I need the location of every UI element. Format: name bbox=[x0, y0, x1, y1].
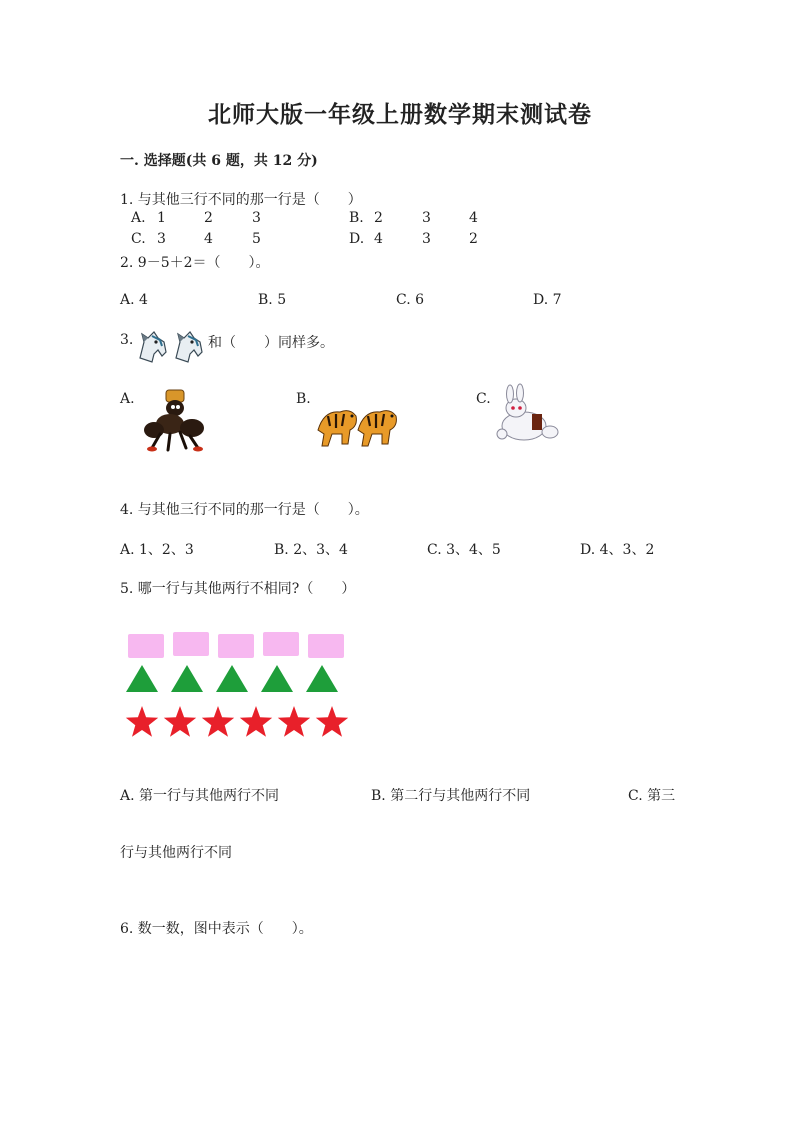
q5-option-c-continued: 行与其他两行不同 bbox=[120, 845, 232, 861]
stars-row bbox=[124, 706, 350, 740]
rabbits-image bbox=[494, 384, 564, 450]
green-triangle bbox=[126, 665, 158, 692]
red-star bbox=[126, 706, 158, 737]
q5-option-a: A. 第一行与其他两行不同 bbox=[120, 788, 280, 804]
green-triangle bbox=[261, 665, 293, 692]
q1-option-b-value: 3 bbox=[422, 210, 431, 226]
q3-option-c: C. bbox=[476, 391, 491, 407]
q1-option-a-value: 3 bbox=[252, 210, 261, 226]
question-2-stem: 2. 9－5＋2＝（ ）。 bbox=[120, 255, 270, 271]
q5-option-c: C. 第三 bbox=[628, 788, 676, 804]
q2-option-a: A. 4 bbox=[120, 292, 148, 308]
q1-option-d-value: 4 bbox=[374, 231, 383, 247]
q4-option-c: C. 3、4、5 bbox=[427, 542, 501, 558]
horse-heads-image bbox=[134, 328, 206, 364]
q2-option-c: C. 6 bbox=[396, 292, 425, 308]
red-star bbox=[202, 706, 234, 737]
q1-option-b-letter: B. bbox=[349, 210, 364, 226]
pink-square bbox=[263, 632, 299, 656]
green-triangle bbox=[306, 665, 338, 692]
q1-option-a-value: 1 bbox=[157, 210, 166, 226]
q1-option-c-value: 5 bbox=[252, 231, 261, 247]
pink-square bbox=[128, 634, 164, 658]
red-star bbox=[164, 706, 196, 737]
ants-image bbox=[140, 386, 210, 456]
page-title: 北师大版一年级上册数学期末测试卷 bbox=[208, 101, 592, 128]
question-4-stem: 4. 与其他三行不同的那一行是（ ）。 bbox=[120, 502, 369, 518]
pink-square bbox=[308, 634, 344, 658]
section-heading: 一. 选择题(共 6 题，共 12 分) bbox=[120, 153, 318, 169]
shapes-figure bbox=[124, 628, 350, 744]
q3-option-a: A. bbox=[120, 391, 135, 407]
question-5-stem: 5. 哪一行与其他两行不相同?（ ） bbox=[120, 581, 356, 597]
red-star bbox=[316, 706, 348, 737]
q2-option-b: B. 5 bbox=[258, 292, 287, 308]
triangles-row bbox=[124, 662, 350, 696]
q4-option-b: B. 2、3、4 bbox=[274, 542, 348, 558]
q1-option-d-letter: D. bbox=[349, 231, 365, 247]
q1-option-c-value: 4 bbox=[204, 231, 213, 247]
question-3-number: 3. bbox=[120, 332, 134, 348]
q1-option-a-letter: A. bbox=[131, 210, 146, 226]
pink-square bbox=[218, 634, 254, 658]
q2-option-d: D. 7 bbox=[533, 292, 562, 308]
q4-option-a: A. 1、2、3 bbox=[120, 542, 194, 558]
q4-option-d: D. 4、3、2 bbox=[580, 542, 655, 558]
q1-option-c-value: 3 bbox=[157, 231, 166, 247]
green-triangle bbox=[216, 665, 248, 692]
q5-option-b: B. 第二行与其他两行不同 bbox=[371, 788, 531, 804]
q1-option-a-value: 2 bbox=[204, 210, 213, 226]
red-star bbox=[278, 706, 310, 737]
green-triangle bbox=[171, 665, 203, 692]
question-1-stem: 1. 与其他三行不同的那一行是（ ） bbox=[120, 192, 362, 208]
q1-option-b-value: 2 bbox=[374, 210, 383, 226]
red-star bbox=[240, 706, 272, 737]
q1-option-d-value: 2 bbox=[469, 231, 478, 247]
q1-option-c-letter: C. bbox=[131, 231, 146, 247]
question-3-stem-rest: 和（ ）同样多。 bbox=[208, 335, 334, 351]
question-6-stem: 6. 数一数，图中表示（ ）。 bbox=[120, 921, 313, 937]
q1-option-d-value: 3 bbox=[422, 231, 431, 247]
q1-option-b-value: 4 bbox=[469, 210, 478, 226]
squares-row bbox=[128, 632, 350, 658]
q3-option-b: B. bbox=[296, 391, 311, 407]
tigers-image bbox=[314, 390, 404, 450]
pink-square bbox=[173, 632, 209, 656]
